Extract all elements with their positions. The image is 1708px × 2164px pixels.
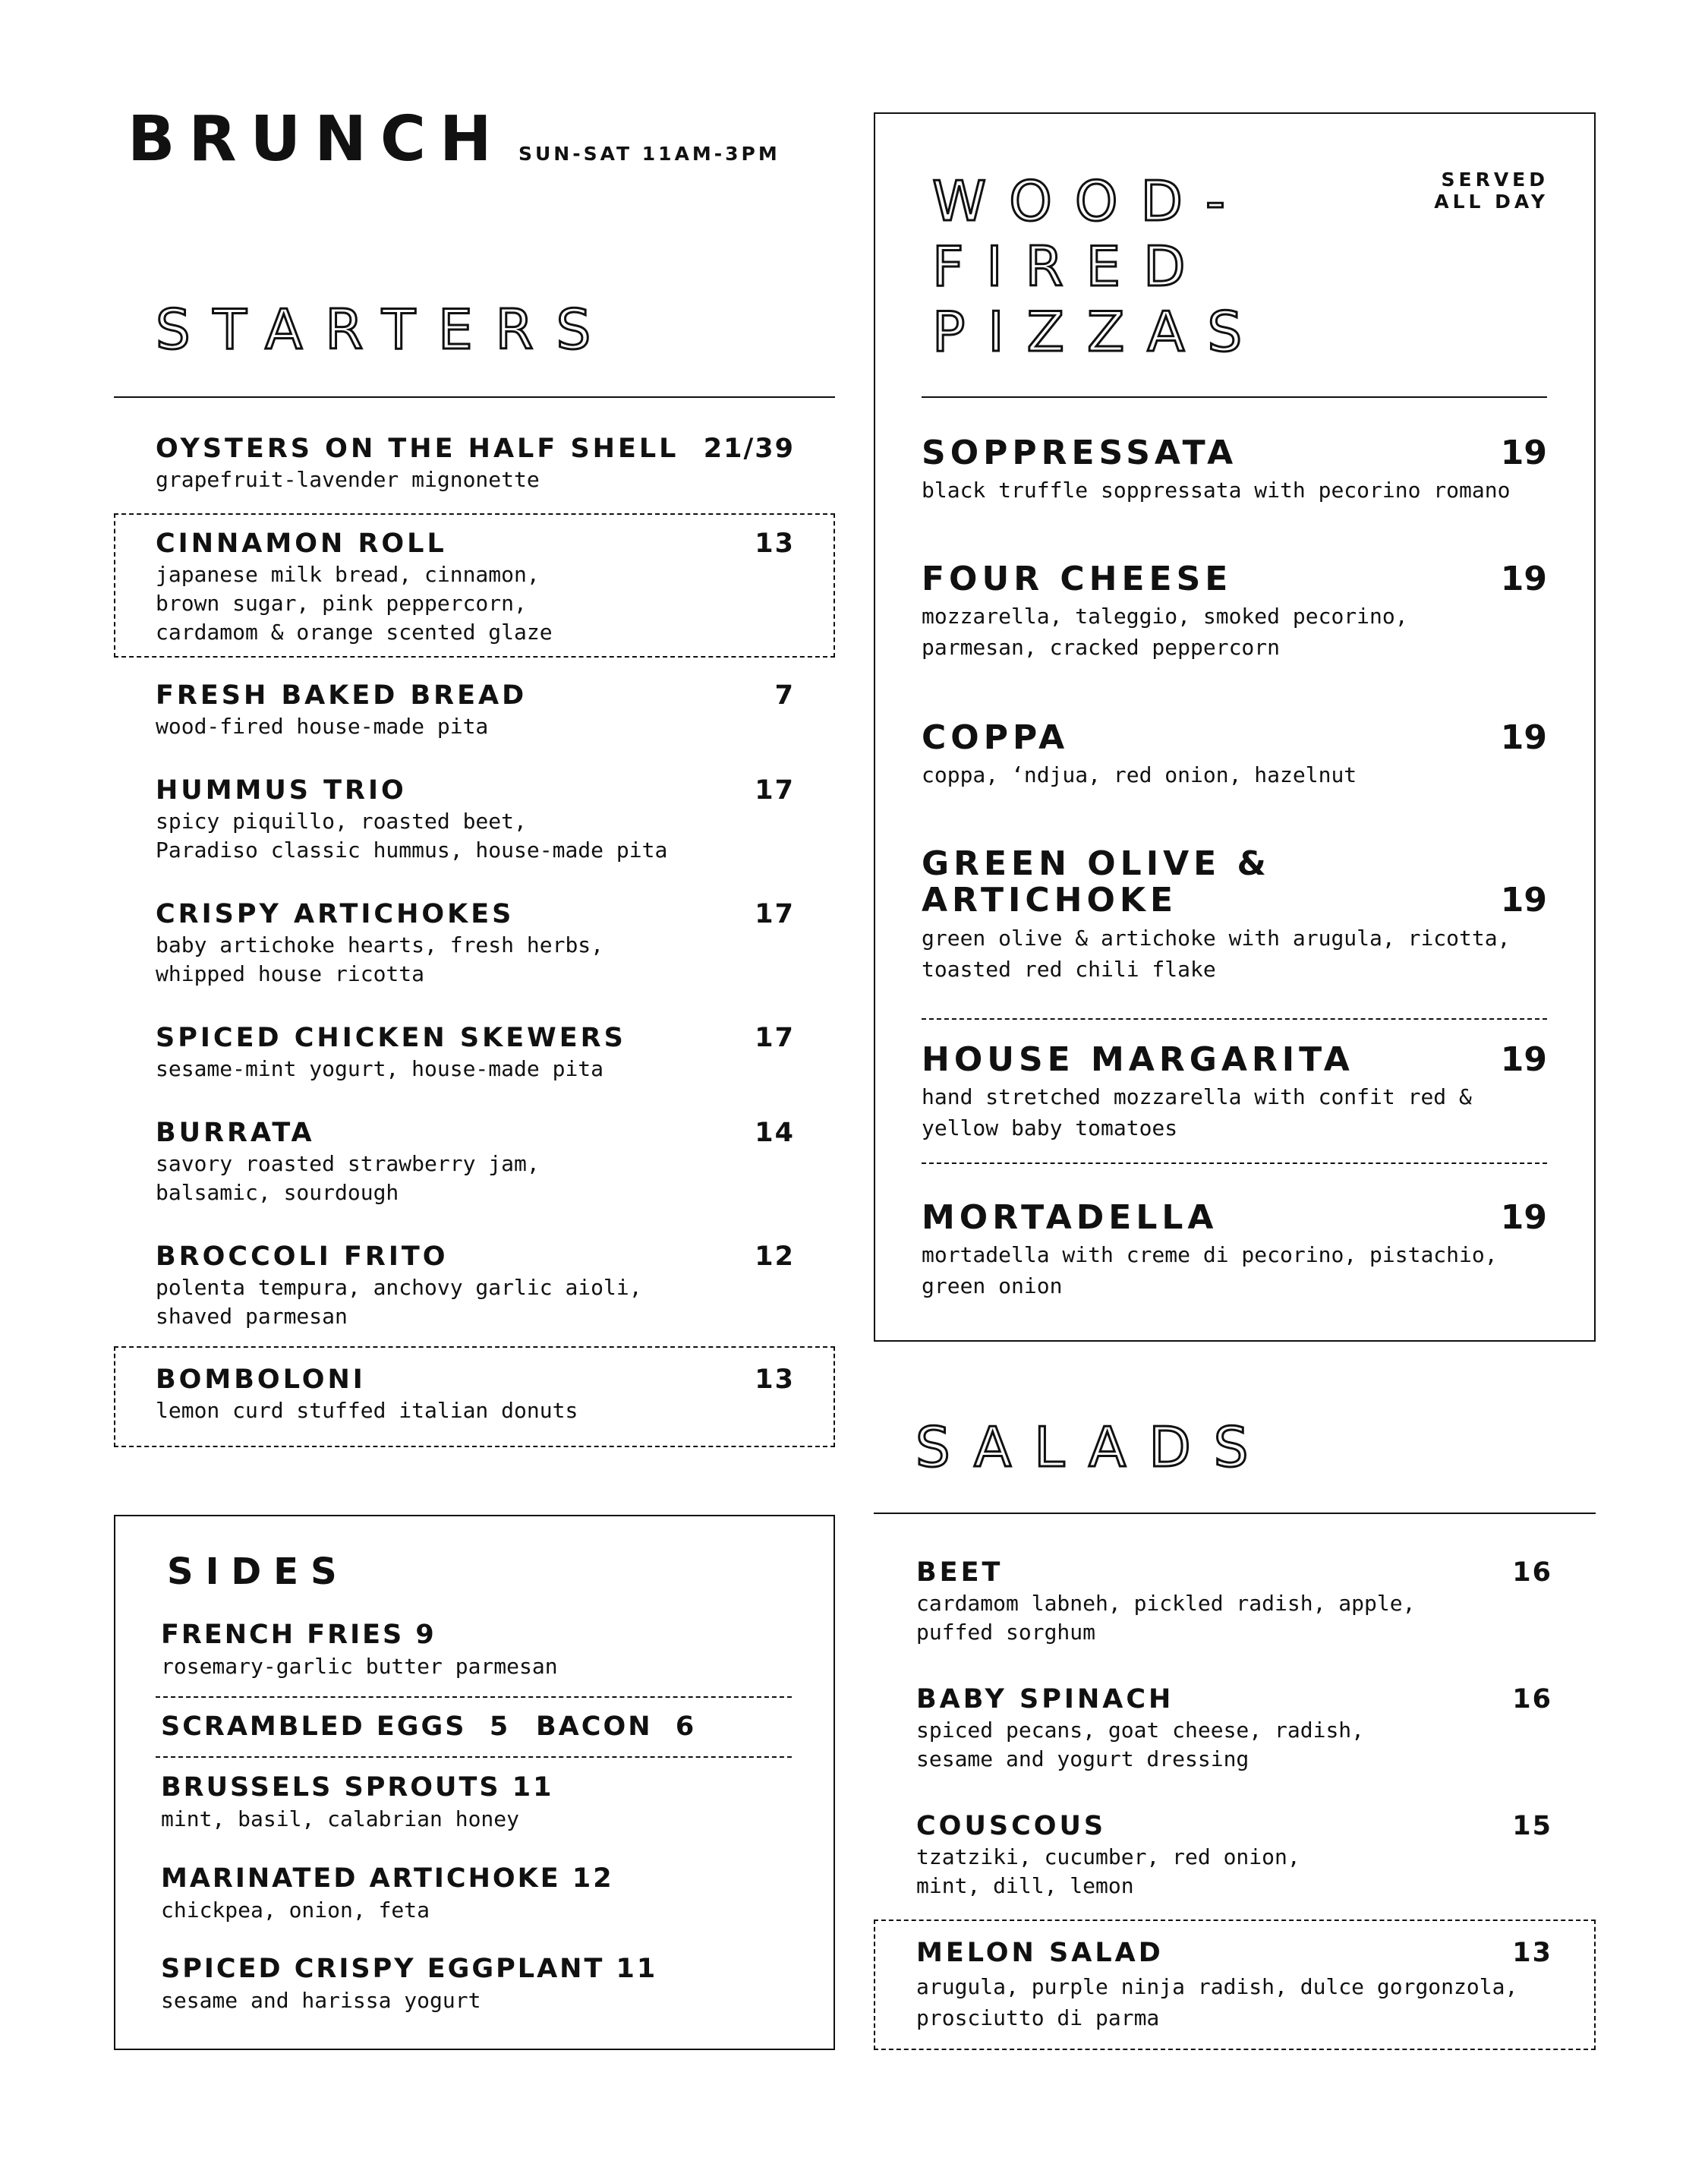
side-desc: mint, basil, calabrian honey [161,1806,520,1831]
pizza-desc: green olive & artichoke with arugula, ricotta, toasted red chili flake [922,925,1511,982]
salad-price: 16 [1512,1684,1552,1714]
pizza-price: 19 [1500,560,1547,598]
starter-price: 17 [755,1023,795,1053]
pizza-item [922,435,1547,506]
pizza-price: 19 [1500,434,1547,472]
salad-price: 15 [1512,1811,1552,1841]
starter-price: 13 [755,528,795,559]
starter-name: BOMBOLONI [156,1364,366,1395]
starter-item [156,529,795,647]
sides-divider [156,1696,792,1698]
starter-name: BURRATA [156,1118,315,1148]
starter-desc: grapefruit-lavender mignonette [156,466,540,492]
starter-price: 14 [755,1118,795,1148]
starter-price: 13 [755,1364,795,1395]
starter-desc: japanese milk bread, cinnamon, brown sugar, pink peppercorn, cardamom & orange scented glaze [156,561,553,645]
served-line: ALL DAY [1434,191,1549,213]
salad-name: BEET [916,1557,1004,1588]
starter-item [156,434,795,494]
salad-name: BABY SPINACH [916,1684,1174,1714]
salads-title: SALADS [915,1415,1272,1479]
served-all-day-note [1434,169,1549,213]
salad-name: MELON SALAD [916,1938,1164,1968]
salad-item [916,1938,1552,2033]
starter-name: CRISPY ARTICHOKES [156,899,515,929]
salads-divider [874,1513,1596,1514]
pizzas-title-line: WOOD- [932,169,1248,233]
side-item [161,1773,553,1833]
pizzas-title-line: PIZZAS [932,300,1265,364]
starter-item [156,900,795,989]
side-item [161,1712,510,1742]
pizza-item [922,846,1547,985]
starter-name: SPICED CHICKEN SKEWERS [156,1023,626,1053]
starter-desc: wood-fired house-made pita [156,713,489,739]
side-name: FRENCH FRIES 9 [161,1620,436,1650]
starter-name: BROCCOLI FRITO [156,1241,449,1272]
side-name: SPICED CRISPY EGGPLANT 11 [161,1954,658,1984]
pizza-price: 19 [1500,881,1547,920]
side-name: MARINATED ARTICHOKE 12 [161,1863,614,1894]
pizzas-divider [922,396,1547,398]
pizza-name: COPPA [922,718,1070,757]
starter-desc: lemon curd stuffed italian donuts [156,1397,578,1423]
pizza-item [922,720,1547,790]
starter-name: OYSTERS ON THE HALF SHELL [156,434,679,464]
starter-name: HUMMUS TRIO [156,775,407,806]
starter-desc: spicy piquillo, roasted beet, Paradiso classic hummus, house-made pita [156,808,668,863]
salad-price: 13 [1512,1938,1552,1968]
starter-price: 17 [755,775,795,806]
starter-item [156,1118,795,1207]
salad-desc: cardamom labneh, pickled radish, apple, puffed sorghum [916,1590,1416,1645]
side-item [536,1712,696,1742]
salad-price: 16 [1512,1557,1552,1588]
pizza-price: 19 [1500,718,1547,757]
pizzas-title [932,169,1265,364]
pizza-price: 19 [1500,1040,1547,1079]
starter-price: 12 [755,1241,795,1272]
pizza-desc: black truffle soppressata with pecorino romano [922,478,1511,503]
starter-desc: polenta tempura, anchovy garlic aioli, shaved parmesan [156,1274,642,1329]
starter-desc: baby artichoke hearts, fresh herbs, whipped house ricotta [156,932,604,986]
sides-divider [156,1756,792,1758]
salad-item [916,1812,1552,1901]
side-desc: rosemary-garlic butter parmesan [161,1653,558,1679]
salad-name: COUSCOUS [916,1811,1107,1841]
side-desc: chickpea, onion, feta [161,1897,430,1923]
starter-item [156,1365,795,1425]
starter-item [156,1024,795,1084]
starter-item [156,681,795,741]
pizza-desc: mozzarella, taleggio, smoked pecorino, parmesan, cracked peppercorn [922,604,1408,661]
salad-item [916,1685,1552,1774]
pizza-price: 19 [1500,1198,1547,1237]
side-desc: sesame and harissa yogurt [161,1987,481,2013]
side-name: BRUSSELS SPROUTS 11 [161,1772,554,1803]
salad-desc: tzatziki, cucumber, red onion, mint, dill, lemon [916,1844,1300,1898]
salad-item [916,1558,1552,1647]
side-name: BACON 6 [536,1711,697,1742]
starter-price: 7 [774,680,795,711]
starter-name: FRESH BAKED BREAD [156,680,528,711]
pizza-desc: coppa, ‘ndjua, red onion, hazelnut [922,762,1357,788]
starter-price: 17 [755,899,795,929]
starter-item [156,1242,795,1331]
starter-price: 21/39 [703,434,795,464]
pizza-item [922,1042,1547,1144]
pizza-name: FOUR CHEESE [922,560,1233,598]
pizza-name: HOUSE MARGARITA [922,1040,1354,1079]
side-item [161,1954,657,2014]
pizza-desc: mortadella with creme di pecorino, pistachio, green onion [922,1242,1498,1299]
pizza-name: GREEN OLIVE & [922,844,1271,883]
side-item [161,1620,558,1680]
salad-desc: arugula, purple ninja radish, dulce gorgonzola, prosciutto di parma [916,1973,1518,2030]
pizza-name: MORTADELLA [922,1198,1218,1237]
menu-title: BRUNCH [128,103,506,175]
service-hours: SUN-SAT 11AM-3PM [518,143,780,165]
served-line: SERVED [1441,169,1549,191]
starter-name: CINNAMON ROLL [156,528,447,559]
pizzas-dashed-divider [922,1018,1547,1020]
starter-desc: savory roasted strawberry jam, balsamic, sourdough [156,1150,540,1205]
starters-title: STARTERS [156,298,614,361]
side-item [161,1864,614,1924]
starter-item [156,776,795,865]
pizzas-dashed-divider [922,1162,1547,1164]
starter-desc: sesame-mint yogurt, house-made pita [156,1055,604,1081]
salad-desc: spiced pecans, goat cheese, radish, sesame and yogurt dressing [916,1717,1365,1771]
pizza-name: ARTICHOKE [922,881,1178,920]
pizza-desc: hand stretched mozzarella with confit red & yellow baby tomatoes [922,1084,1472,1141]
starters-divider [114,396,835,398]
pizza-item [922,561,1547,663]
pizza-name: SOPPRESSATA [922,434,1238,472]
pizzas-title-line: FIRED [932,235,1209,298]
pizza-item [922,1200,1547,1301]
side-name: SCRAMBLED EGGS 5 [161,1711,511,1742]
sides-title: SIDES [167,1550,349,1593]
